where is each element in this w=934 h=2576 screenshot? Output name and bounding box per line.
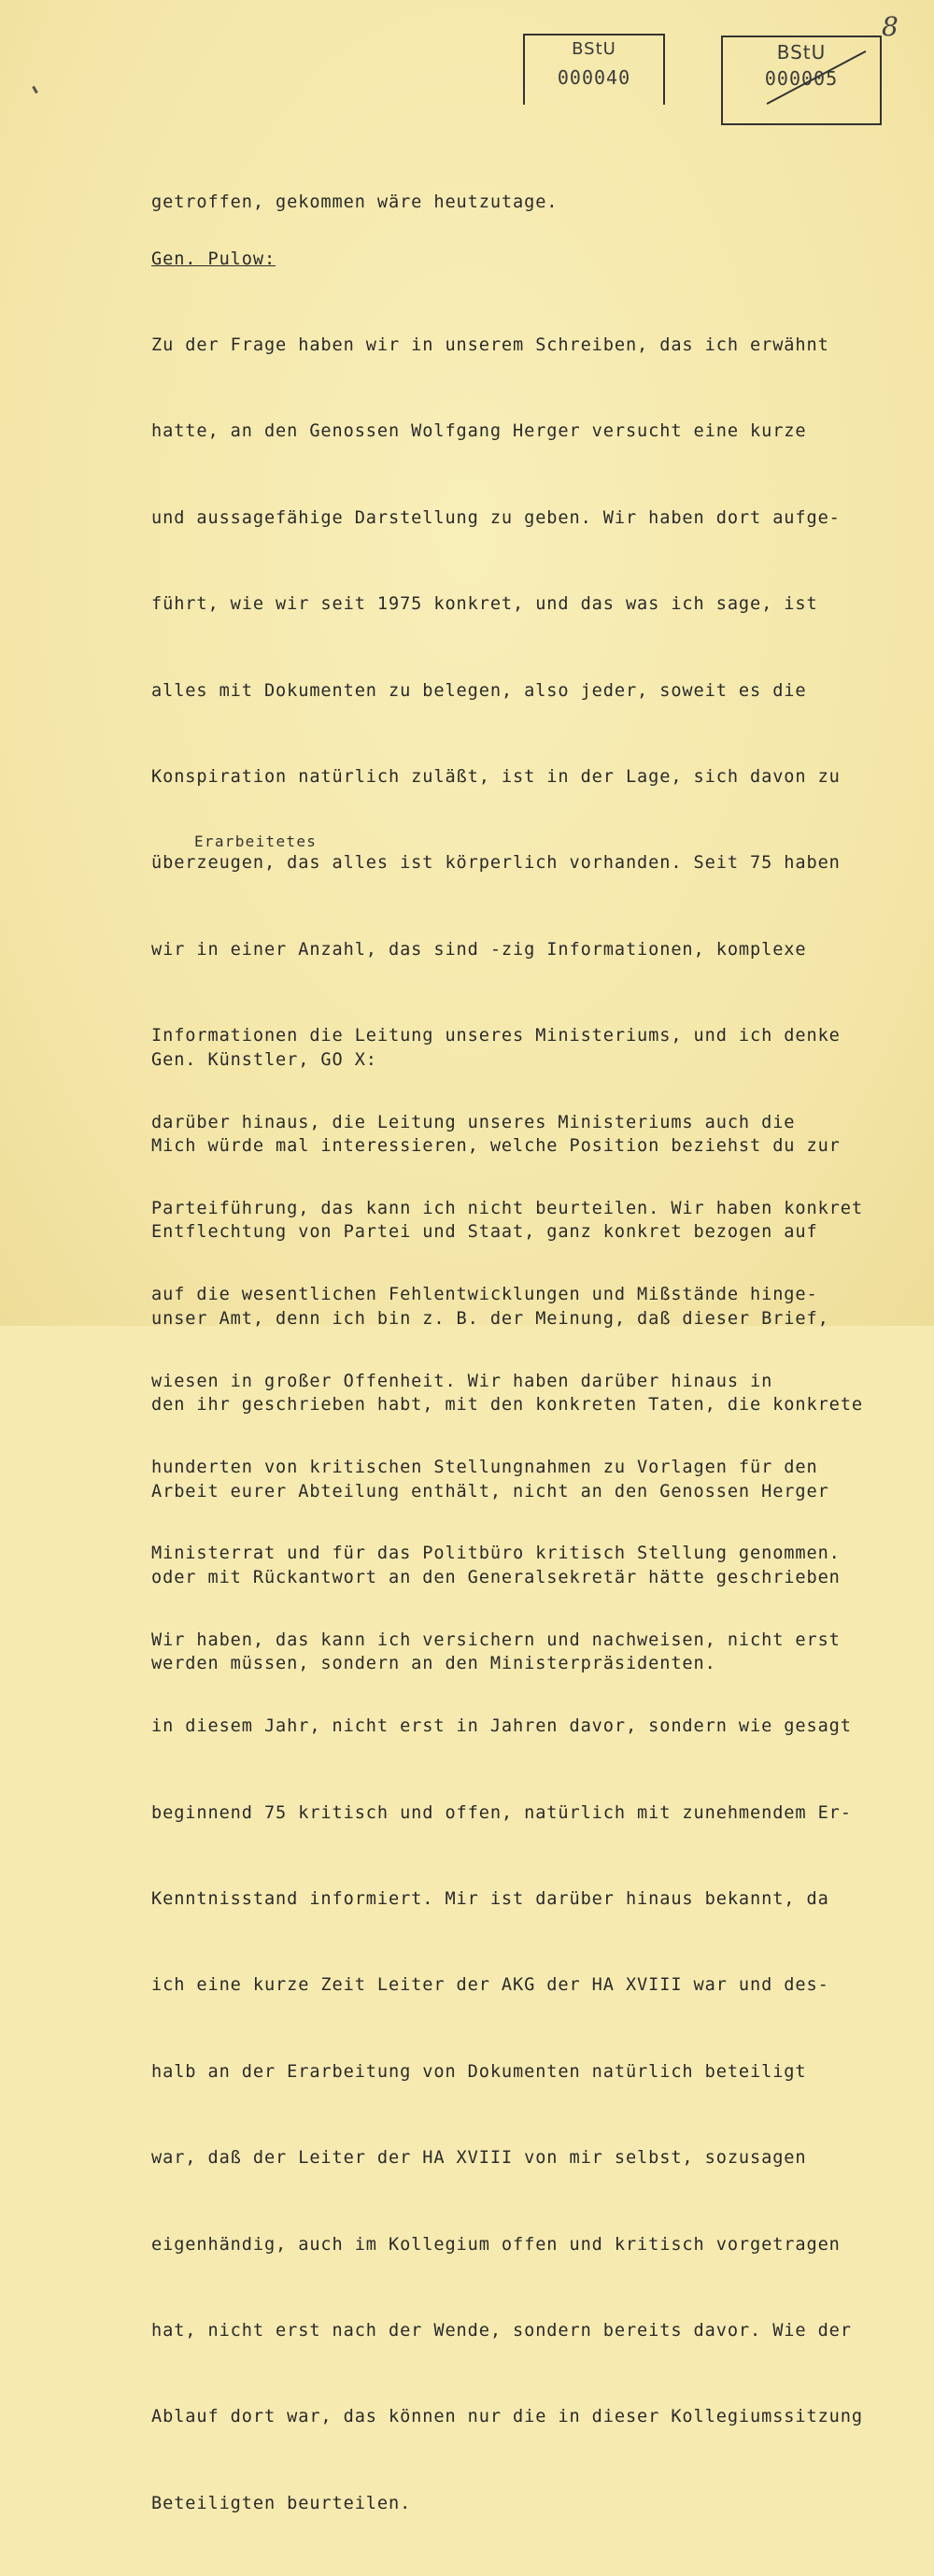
text-line: war, daß der Leiter der HA XVIII von mir selbst, sozusagen: [151, 2148, 807, 2169]
text-line: getroffen, gekommen wäre heutzutage.: [151, 192, 559, 212]
text-line: und aussagefähige Darstellung zu geben. Wir haben dort aufge-: [151, 507, 841, 528]
text-line: Wir haben, das kann ich versichern und nachweisen, nicht erst: [151, 1630, 841, 1650]
text-line: Ministerrat und für das Politbüro kritisch Stellung genommen.: [151, 1544, 841, 1564]
text-line: Zu der Frage haben wir in unserem Schreiben, das ich erwähnt: [151, 334, 829, 355]
stamp-number: [723, 67, 880, 90]
text-line: beginnend 75 kritisch und offen, natürlich mit zunehmendem Er-: [151, 1802, 852, 1823]
text-line: Arbeit eurer Abteilung enthält, nicht an den Genossen Herger: [151, 1481, 829, 1501]
text-line: hat, nicht erst nach der Wende, sondern bereits davor. Wie der: [151, 2320, 852, 2341]
text-line: alles mit Dokumenten zu belegen, also jeder, soweit es die: [151, 680, 807, 701]
text-line: hatte, an den Genossen Wolfgang Herger versucht eine kurze: [151, 421, 807, 442]
text-line: wir in einer Anzahl, das sind -zig Informationen, komplexe: [151, 939, 807, 960]
text-line: führt, wie wir seit 1975 konkret, und das was ich sage, ist: [151, 594, 818, 615]
text-line: Informationen die Leitung unseres Ministeriums, und ich denke: [151, 1026, 841, 1046]
typed-insertion: Erarbeitetes: [194, 833, 318, 850]
text-line: ich eine kurze Zeit Leiter der AKG der HA XVIII war und des-: [151, 1975, 829, 1996]
text-line: oder mit Rückantwort an den Generalsekretär hätte geschrieben: [151, 1567, 841, 1587]
handwritten-page-number: 8: [882, 11, 899, 42]
text-line: darüber hinaus, die Leitung unseres Ministeriums auch die: [151, 1112, 796, 1132]
text-line: hunderten von kritischen Stellungnahmen zu Vorlagen für den: [151, 1458, 818, 1478]
text-line: Ablauf dort war, das können nur die in dieser Kollegiumssitzung: [151, 2407, 863, 2427]
text-line: Parteiführung, das kann ich nicht beurteilen. Wir haben konkret: [151, 1198, 863, 1218]
text-line: Entflechtung von Partei und Staat, ganz konkret bezogen auf: [151, 1222, 818, 1243]
text-line: Beteiligten beurteilen.: [151, 2493, 412, 2513]
archive-stamp-left: [523, 34, 665, 105]
text-line: eigenhändig, auch im Kollegium offen und kritisch vorgetragen: [151, 2234, 841, 2255]
text-line: in diesem Jahr, nicht erst in Jahren davor, sondern wie gesagt: [151, 1716, 852, 1737]
stamp-label: BStU: [572, 39, 616, 59]
margin-mark: [32, 86, 38, 93]
text-line: Kenntnisstand informiert. Mir ist darüber hinaus bekannt, da: [151, 1889, 829, 1910]
text-line: Mich würde mal interessieren, welche Position beziehst du zur: [151, 1135, 841, 1156]
stamp-number-text: 000005: [764, 67, 839, 90]
speaker-label: Gen. Pulow:: [151, 249, 276, 269]
section-kuenstler: [151, 989, 880, 1737]
text-line: wiesen in großer Offenheit. Wir haben darüber hinaus in: [151, 1371, 773, 1391]
speaker-label: Gen. Künstler, GO X:: [151, 1049, 377, 1070]
archive-stamp-right: [721, 36, 882, 125]
text-line: halb an der Erarbeitung von Dokumenten natürlich beteiligt: [151, 2061, 807, 2082]
text-line: werden müssen, sondern an den Ministerpräsidenten.: [151, 1654, 716, 1674]
text-line: auf die wesentlichen Fehlentwicklungen und Mißstände hinge-: [151, 1285, 818, 1305]
text-line: überzeugen, das alles ist körperlich vorhanden. Seit 75 haben: [151, 853, 841, 874]
text-line: den ihr geschrieben habt, mit den konkreten Taten, die konkrete: [151, 1395, 863, 1416]
stamp-number: 000040: [557, 66, 631, 89]
stamp-label: BStU: [776, 41, 827, 64]
text-line: unser Amt, denn ich bin z. B. der Meinung, daß dieser Brief,: [151, 1308, 829, 1329]
text-line: Konspiration natürlich zuläßt, ist in der Lage, sich davon zu: [151, 766, 841, 787]
